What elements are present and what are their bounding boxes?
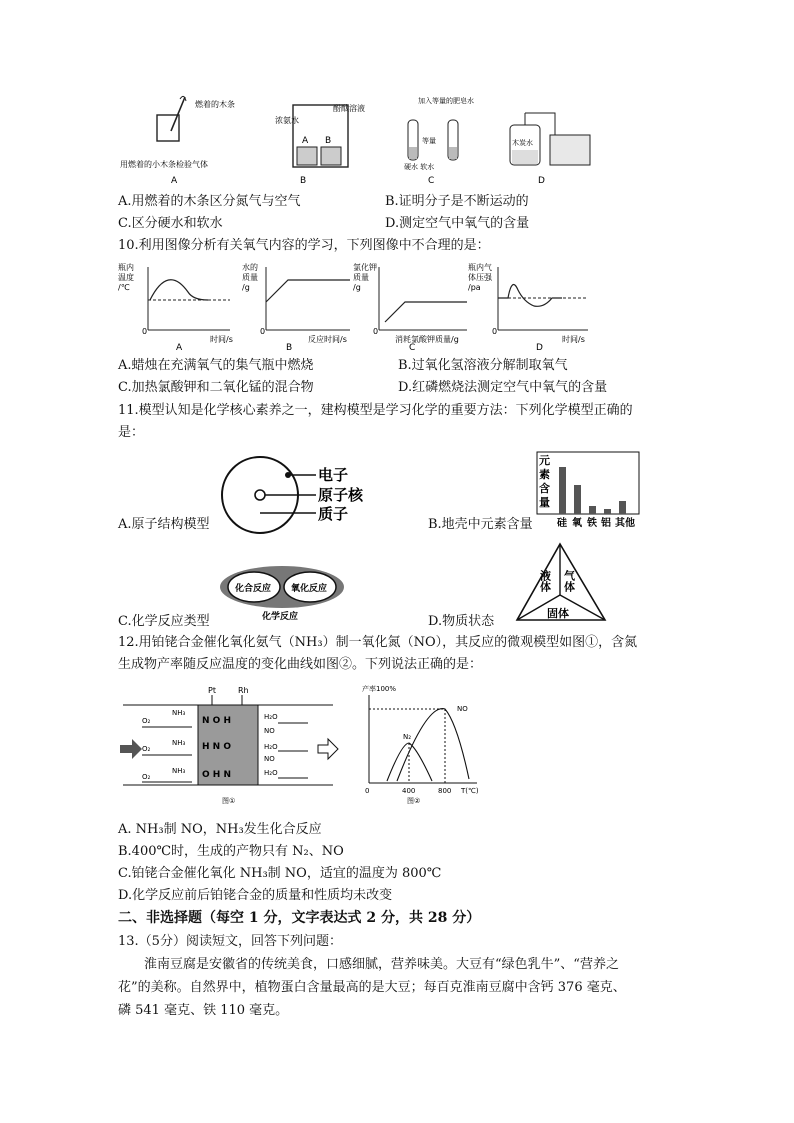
q12-stem-line1: 12.用铂铑合金催化氧化氨气（NH₃）制一氧化氮（NO），其反应的微观模型如图①，含氮 xyxy=(118,635,638,650)
q11-reaction-right: 氧化反应 xyxy=(291,584,328,594)
q11-states-model xyxy=(515,540,615,630)
q9-d-label: 木炭水 xyxy=(512,139,533,147)
q9-b-label-left: 浓氨水 xyxy=(275,116,299,125)
q10-d-y1: 瓶内气 xyxy=(468,263,492,272)
q11-option-a: A.原子结构模型 xyxy=(118,517,210,532)
q12-nh3-2: NH₃ xyxy=(172,739,186,747)
crust-bar-fe xyxy=(589,506,596,514)
q11-crust-ylabel-1: 素 xyxy=(539,468,550,481)
q10-d-origin: 0 xyxy=(492,327,498,336)
q10-d-xlabel: 时间/s xyxy=(562,335,585,344)
q12-fig2-caption: 图② xyxy=(407,797,421,805)
q12-fig2-no-label: NO xyxy=(457,705,468,713)
q12-fig2-x3: T(℃) xyxy=(461,787,479,795)
q12-rh: Rh xyxy=(238,686,249,695)
q12-fig2-x0: 0 xyxy=(365,787,370,795)
q9-c-label-water: 硬水 软水 xyxy=(404,163,435,171)
crust-cat-0: 硅 xyxy=(557,518,567,529)
q10-b-y2: 质量 xyxy=(242,273,258,282)
q9-option-d: D.测定空气中氧气的含量 xyxy=(385,216,530,231)
q12-fig2-ylabel: 产率100% xyxy=(362,685,397,693)
q12-option-b: B.400℃时，生成的产物只有 N₂、NO xyxy=(118,844,344,859)
q12-h2o-1: H₂O xyxy=(264,713,278,721)
q11-atom-model xyxy=(218,455,378,545)
q11-crust-ylabel-3: 量 xyxy=(539,496,550,509)
q12-h2o-3: H₂O xyxy=(264,769,278,777)
q12-option-d: D.化学反应前后铂铑合金的质量和性质均未改变 xyxy=(118,888,393,903)
q11-electron-label: 电子 xyxy=(318,466,349,484)
q10-c-y1: 氯化钾 xyxy=(353,263,377,272)
q11-crust-ylabel-0: 元 xyxy=(539,454,550,467)
q11-reaction-left: 化合反应 xyxy=(235,584,272,594)
q11-option-c: C.化学反应类型 xyxy=(118,614,210,629)
q11-nucleus-label: 原子核 xyxy=(318,486,364,504)
q11-crust-chart xyxy=(537,452,657,532)
q12-pt: Pt xyxy=(208,686,216,695)
q13-para-line3: 磷 541 毫克、铁 110 毫克。 xyxy=(118,1003,289,1018)
crust-cat-3: 铝 xyxy=(601,518,611,529)
q11-state-gas: 气体 xyxy=(562,570,576,592)
q12-nh3-1: NH₃ xyxy=(172,709,186,717)
q12-o2-2: O₂ xyxy=(142,745,151,753)
q12-fig2-x2: 800 xyxy=(438,787,452,795)
q10-a-xlabel: 时间/s xyxy=(210,335,233,344)
crust-cat-1: 氧 xyxy=(572,518,582,529)
q10-graph-d xyxy=(462,262,592,352)
q9-figure-b xyxy=(275,95,375,185)
q9-figure-d xyxy=(500,95,600,185)
q11-crust-ylabels xyxy=(539,453,550,509)
crust-bar-other xyxy=(619,501,626,514)
q10-graph-c xyxy=(345,262,475,352)
q11-option-d: D.物质状态 xyxy=(428,614,495,629)
q10-d-y2: 体压强 xyxy=(468,273,492,282)
q9-option-b: B.证明分子是不断运动的 xyxy=(385,194,529,209)
q12-o2-1: O₂ xyxy=(142,717,151,725)
q11-state-liquid: 液体 xyxy=(538,570,552,592)
q12-fig1-caption: 图① xyxy=(222,797,236,805)
crust-cat-2: 铁 xyxy=(587,518,597,529)
q11-reaction-model xyxy=(218,565,358,625)
q12-o2-3: O₂ xyxy=(142,773,151,781)
q9-c-label-eq: 等量 xyxy=(422,137,436,145)
q12-option-c: C.铂铑合金催化氧化 NH₃制 NO，适宜的温度为 800℃ xyxy=(118,866,442,881)
q12-fig2-x1: 400 xyxy=(402,787,416,795)
q10-b-xlabel: 反应时间/s xyxy=(308,335,347,344)
q12-option-a: A. NH₃制 NO，NH₃发生化合反应 xyxy=(118,822,322,837)
q11-stem-line2: 是： xyxy=(118,425,145,440)
q9-c-letter: C xyxy=(428,176,435,186)
crust-bar-al xyxy=(604,509,611,514)
q10-b-y3: /g xyxy=(242,283,250,292)
q10-b-letter: B xyxy=(286,343,293,353)
q10-option-a: A.蜡烛在充满氧气的集气瓶中燃烧 xyxy=(118,358,314,373)
q10-graph-b xyxy=(238,262,358,352)
q9-b-letter: B xyxy=(300,176,307,186)
q10-graph-a xyxy=(118,262,238,352)
q10-option-b: B.过氧化氢溶液分解制取氧气 xyxy=(398,358,568,373)
q10-d-y3: /pa xyxy=(468,283,481,292)
q9-option-a: A.用燃着的木条区分氮气与空气 xyxy=(118,194,301,209)
q11-proton-label: 质子 xyxy=(318,505,349,523)
q12-grid-row-0: N O H xyxy=(202,716,231,726)
q10-c-y3: /g xyxy=(353,283,361,292)
q12-stem-line2: 生成物产率随反应温度的变化曲线如图②。下列说法正确的是： xyxy=(118,657,483,672)
q9-a-caption: 用燃着的小木条检验气体 xyxy=(120,160,208,169)
q13-para-line1: 淮南豆腐是安徽省的传统美食，口感细腻，营养味美。大豆有“绿色乳牛”、“营养之 xyxy=(144,957,619,972)
q10-a-origin: 0 xyxy=(142,327,148,336)
q11-reaction-caption: 化学反应 xyxy=(262,612,299,622)
section-2-heading: 二、非选择题（每空 1 分，文字表达式 2 分，共 28 分） xyxy=(118,910,481,926)
q10-a-letter: A xyxy=(176,343,183,353)
q10-d-letter: D xyxy=(536,343,543,353)
q9-figure-c xyxy=(400,95,490,185)
q12-nh3-3: NH₃ xyxy=(172,767,186,775)
q12-fig2-n2-label: N₂ xyxy=(403,733,412,741)
q10-c-letter: C xyxy=(409,343,416,353)
q10-c-origin: 0 xyxy=(373,327,379,336)
crust-bar-si xyxy=(559,467,566,514)
crust-cat-4: 其他 xyxy=(615,518,635,529)
q12-grid-row-2: O H N xyxy=(202,770,231,780)
q10-c-y2: 质量 xyxy=(353,273,369,282)
q10-stem: 10.利用图像分析有关氧气内容的学习，下列图像中不合理的是： xyxy=(118,238,490,253)
q12-grid-row-1: H N O xyxy=(202,742,231,752)
q10-a-y2: 温度 xyxy=(118,273,134,282)
q9-a-label: 燃着的木条 xyxy=(195,100,235,109)
q10-b-origin: 0 xyxy=(260,327,266,336)
crust-bar-o xyxy=(574,485,581,514)
q10-c-xlabel: 消耗氯酸钾质量/g xyxy=(395,335,459,344)
q12-no-1: NO xyxy=(264,727,275,735)
q10-b-y1: 水的 xyxy=(242,263,258,272)
q13-para-line2: 花”的美称。自然界中，植物蛋白含量最高的是大豆；每百克淮南豆腐中含钙 376 毫克、 xyxy=(118,980,626,995)
q9-option-c: C.区分硬水和软水 xyxy=(118,216,223,231)
q9-figure-a xyxy=(120,95,275,186)
q11-option-b: B.地壳中元素含量 xyxy=(428,517,533,532)
q9-b-label-right: 酚酞溶液 xyxy=(333,104,365,113)
q10-option-c: C.加热氯酸钾和二氧化锰的混合物 xyxy=(118,380,314,395)
q12-no-2: NO xyxy=(264,755,275,763)
q9-b-B: B xyxy=(325,136,332,146)
q11-crust-ylabel-2: 含 xyxy=(539,482,550,495)
q12-figure-2 xyxy=(357,683,487,808)
q9-b-A: A xyxy=(302,136,309,146)
q11-stem-line1: 11.模型认知是化学核心素养之一，建构模型是学习化学的重要方法：下列化学模型正确的 xyxy=(118,403,633,418)
q10-a-y1: 瓶内 xyxy=(118,263,134,272)
q9-d-letter: D xyxy=(538,176,545,186)
q10-option-d: D.红磷燃烧法测定空气中氧气的含量 xyxy=(398,380,608,395)
q13-stem: 13.（5分）阅读短文，回答下列问题： xyxy=(118,934,342,949)
q12-h2o-2: H₂O xyxy=(264,743,278,751)
q10-a-y3: /℃ xyxy=(118,283,130,292)
q11-state-solid: 固体 xyxy=(547,607,569,620)
q9-a-letter: A xyxy=(171,176,178,186)
q12-figure-1 xyxy=(118,683,348,808)
q9-c-label-top: 加入等量的肥皂水 xyxy=(418,97,474,105)
